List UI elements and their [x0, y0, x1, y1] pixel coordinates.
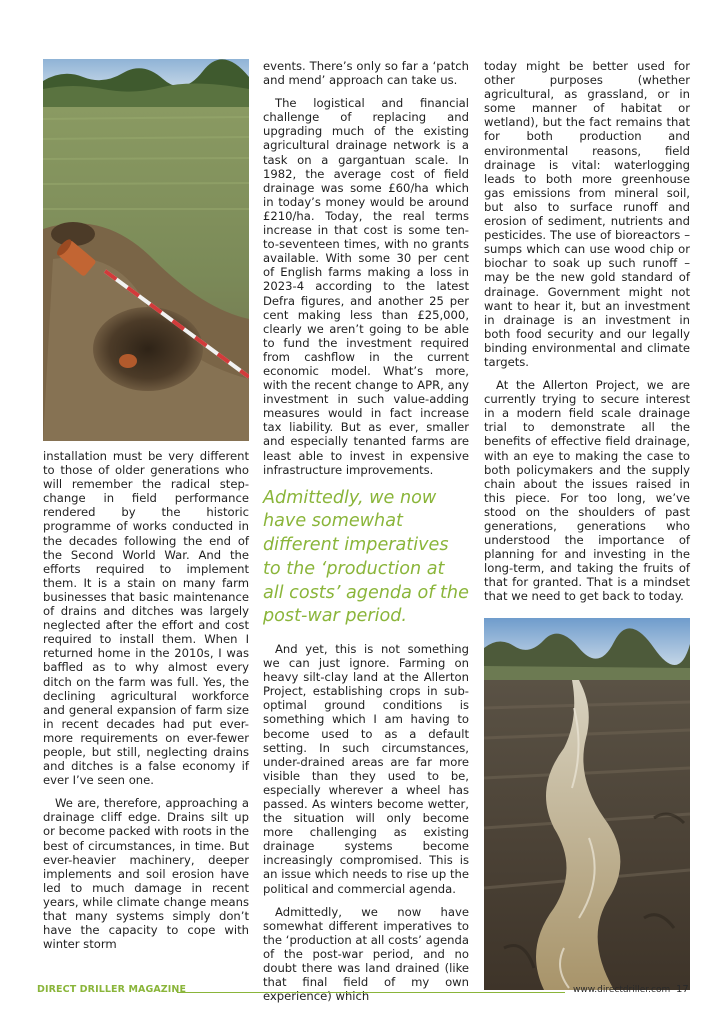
body-paragraph: At the Allerton Project, we are currently trying to secure interest in a modern field scale drainage trial to demonstrate all the benefits of effective field drainage, with an eye to making the case to both policymakers and the supply chain about the issues raised in this piece. For too long, we’ve stood on the shoulders of past generations, generations who understood the importance of planning for and investing in the long-term, and taking the fruits of that for granted. That is a mindset that we need to get back to today.	[484, 378, 690, 604]
page-number: 17	[676, 984, 689, 995]
column-2	[263, 59, 469, 1012]
magazine-url[interactable]: www.directdriller.com	[573, 985, 671, 995]
body-paragraph: And yet, this is not something we can just ignore. Farming on heavy silt-clay land at the Allerton Project, establishing crops in sub-optimal ground conditions is something which I am having to become used to as a default setting. In such circumstances, under-drained areas are far more visible than they used to be, especially wherever a wheel has passed. As winters become wetter, the situation will only become more challenging as existing drainage systems become increasingly compromised. This is an issue which needs to rise up the political and commercial agenda.	[263, 641, 469, 896]
body-paragraph: events. There’s only so far a ‘patch and mend’ approach can take us.	[263, 59, 469, 88]
waterlogged-field-image	[484, 618, 690, 990]
drain-excavation-photo	[43, 59, 249, 441]
page-footer	[37, 984, 687, 1000]
body-paragraph: The logistical and financial challenge of replacing and upgrading much of the existing agricultural drainage network is a task on a gargantuan scale. In 1982, the average cost of field drainage was some £60/ha which in today’s money would be around £210/ha. Today, the real terms increase in that cost is some ten-to-seventeen times, with no grants available. With some 30 per cent of English farms making a loss in 2023-4 according to the latest Defra figures, and another 25 per cent making less than £25,000, clearly we aren’t going to be able to fund the investment required from cashflow in the current economic model. What’s more, with the recent change to APR, any investment in such value-adding measures would in fact increase tax liability. But as ever, smaller and especially tenanted farms are least able to invest in expensive infrastructure improvements.	[263, 96, 469, 477]
column-3	[484, 59, 690, 990]
drain-excavation-image	[43, 59, 249, 441]
footer-divider	[177, 992, 565, 993]
pull-quote: Admittedly, we now have somewhat different imperatives to the ‘production at all costs’ agenda of the post-war period.	[263, 487, 469, 627]
body-paragraph: installation must be very different to those of older generations who will remember the radical step-change in field performance rendered by the historic programme of works conducted in the decades following the end of the Second World War. And the efforts required to implement them. It is a stain on many farm businesses that basic maintenance of drains and ditches was largely neglected after the effort and cost required to install them. When I returned home in the 2010s, I was baffled as to why almost every ditch on the farm was full. Yes, the declining agricultural workforce and general expansion of farm size in recent decades had put ever-more requirements on ever-fewer people, but still, neglecting drains and ditches is a false economy if ever I’ve seen one.	[43, 449, 249, 788]
waterlogged-field-photo	[484, 618, 690, 990]
magazine-name: DIRECT DRILLER MAGAZINE	[37, 984, 187, 995]
body-paragraph: We are, therefore, approaching a drainage cliff edge. Drains silt up or become packed with roots in the best of circumstances, in time. But ever-heavier machinery, deeper implements and soil erosion have led to much damage in recent years, while climate change means that many systems simply don’t have the capacity to cope with winter storm	[43, 796, 249, 952]
body-paragraph: today might be better used for other purposes (whether agricultural, as grassland, or in some manner of habitat or wetland), but the fact remains that for both production and environmental reasons, field drainage is vital: waterlogging leads to both more greenhouse gas emissions from mineral soil, but also to surface runoff and erosion of sediment, nutrients and pesticides. The use of bioreactors – sumps which can use wood chip or biochar to soak up such runoff – may be the new gold standard of drainage. Government might not want to hear it, but an investment in drainage is an investment in both food security and our legally binding environmental and climate targets.	[484, 59, 690, 369]
column-1	[43, 59, 249, 960]
body-paragraph: Admittedly, we now have somewhat different imperatives to the ‘production at all costs’ agenda of the post-war period, and no doubt there was land drained (like that final field of my own experience) which	[263, 904, 469, 1004]
